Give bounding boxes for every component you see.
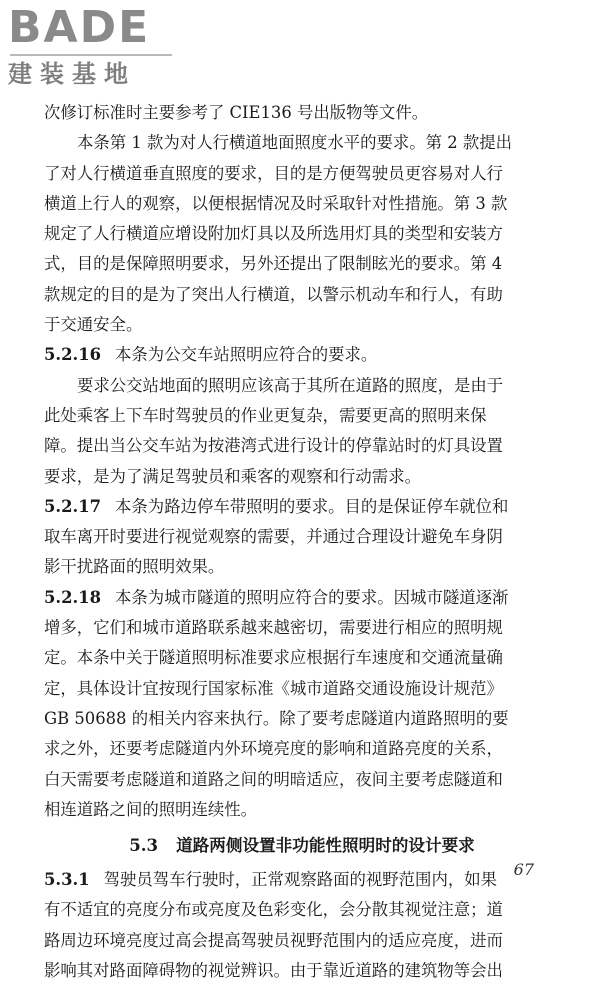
text-line: 规定了人行横道应增设附加灯具以及所选用灯具的类型和安装方 xyxy=(44,224,503,244)
text-line: 影干扰路面的照明效果。 xyxy=(44,557,225,577)
text-line: 式，目的是保障照明要求，另外还提出了限制眩光的要求。第 4 xyxy=(44,254,503,274)
text-line: 于交通安全。 xyxy=(44,315,143,335)
logo-latin-text: BADE xyxy=(8,2,151,53)
page-body xyxy=(44,98,560,986)
clause-text: 本条为路边停车带照明的要求。目的是保证停车就位和 xyxy=(115,496,509,516)
clause-number: 5.2.16 xyxy=(44,345,102,365)
section-number: 5.3 xyxy=(129,835,159,856)
text-line: 求之外，还要考虑隧道内外环境亮度的影响和道路亮度的关系， xyxy=(44,739,503,759)
logo xyxy=(8,2,178,90)
clause-5-2-18 xyxy=(44,583,560,613)
text-line: 障。提出当公交车站为按港湾式进行设计的停靠站时的灯具设置 xyxy=(44,436,503,456)
section-heading xyxy=(44,825,560,865)
text-line: 影响其对路面障碍物的视觉辨识。由于靠近道路的建筑物等会出 xyxy=(44,961,503,981)
clause-text: 驾驶员驾车行驶时，正常观察路面的视野范围内，如果 xyxy=(103,870,498,890)
text-line: 横道上行人的观察，以便根据情况及时采取针对性措施。第 3 款 xyxy=(44,193,508,213)
text-line: 次修订标准时主要参考了 CIE136 号出版物等文件。 xyxy=(44,103,429,122)
clause-text: 本条为城市隧道的照明应符合的要求。因城市隧道逐渐 xyxy=(115,587,509,607)
section-title: 道路两侧设置非功能性照明时的设计要求 xyxy=(176,835,475,856)
text-line: 路周边环境亮度过高会提高驾驶员视野范围内的适应亮度，进而 xyxy=(44,930,503,950)
logo-divider xyxy=(10,54,172,56)
text-line: GB 50688 的相关内容来执行。除了要考虑隧道内道路照明的要 xyxy=(44,708,509,728)
text-line: 相连道路之间的照明连续性。 xyxy=(44,799,258,819)
clause-text: 本条为公交车站照明应符合的要求。 xyxy=(115,345,378,365)
text-line: 要求，是为了满足驾驶员和乘客的观察和行动需求。 xyxy=(44,466,421,486)
clause-5-2-16 xyxy=(44,340,560,370)
text-line: 款规定的目的是为了突出人行横道，以警示机动车和行人，有助 xyxy=(44,284,503,304)
text-line: 定，具体设计宜按现行国家标准《城市道路交通设施设计规范》 xyxy=(44,678,503,698)
text-line: 要求公交站地面的照明应该高于其所在道路的照度，是由于 xyxy=(77,375,504,395)
page-number: 67 xyxy=(513,860,534,879)
text-line: 本条第 1 款为对人行横道地面照度水平的要求。第 2 款提出 xyxy=(77,133,513,153)
text-line: 增多，它们和城市道路联系越来越密切，需要进行相应的照明规 xyxy=(44,618,503,638)
clause-number: 5.2.17 xyxy=(44,496,102,516)
text-line: 有不适宜的亮度分布或亮度及色彩变化，会分散其视觉注意；道 xyxy=(44,900,503,920)
clause-5-3-1 xyxy=(44,865,560,895)
clause-number: 5.3.1 xyxy=(44,870,90,890)
clause-number: 5.2.18 xyxy=(44,587,102,607)
text-line: 此处乘客上下车时驾驶员的作业更复杂，需要更高的照明来保 xyxy=(44,405,487,425)
logo-chinese-text: 建装基地 xyxy=(8,60,136,88)
clause-5-2-17 xyxy=(44,492,560,522)
text-line: 白天需要考虑隧道和道路之间的明暗适应，夜间主要考虑隧道和 xyxy=(44,769,503,789)
text-line: 了对人行横道垂直照度的要求，目的是方便驾驶员更容易对人行 xyxy=(44,163,503,183)
text-line: 定。本条中关于隧道照明标准要求应根据行车速度和交通流量确 xyxy=(44,648,503,668)
text-line: 取车离开时要进行视觉观察的需要，并通过合理设计避免车身阴 xyxy=(44,527,503,547)
